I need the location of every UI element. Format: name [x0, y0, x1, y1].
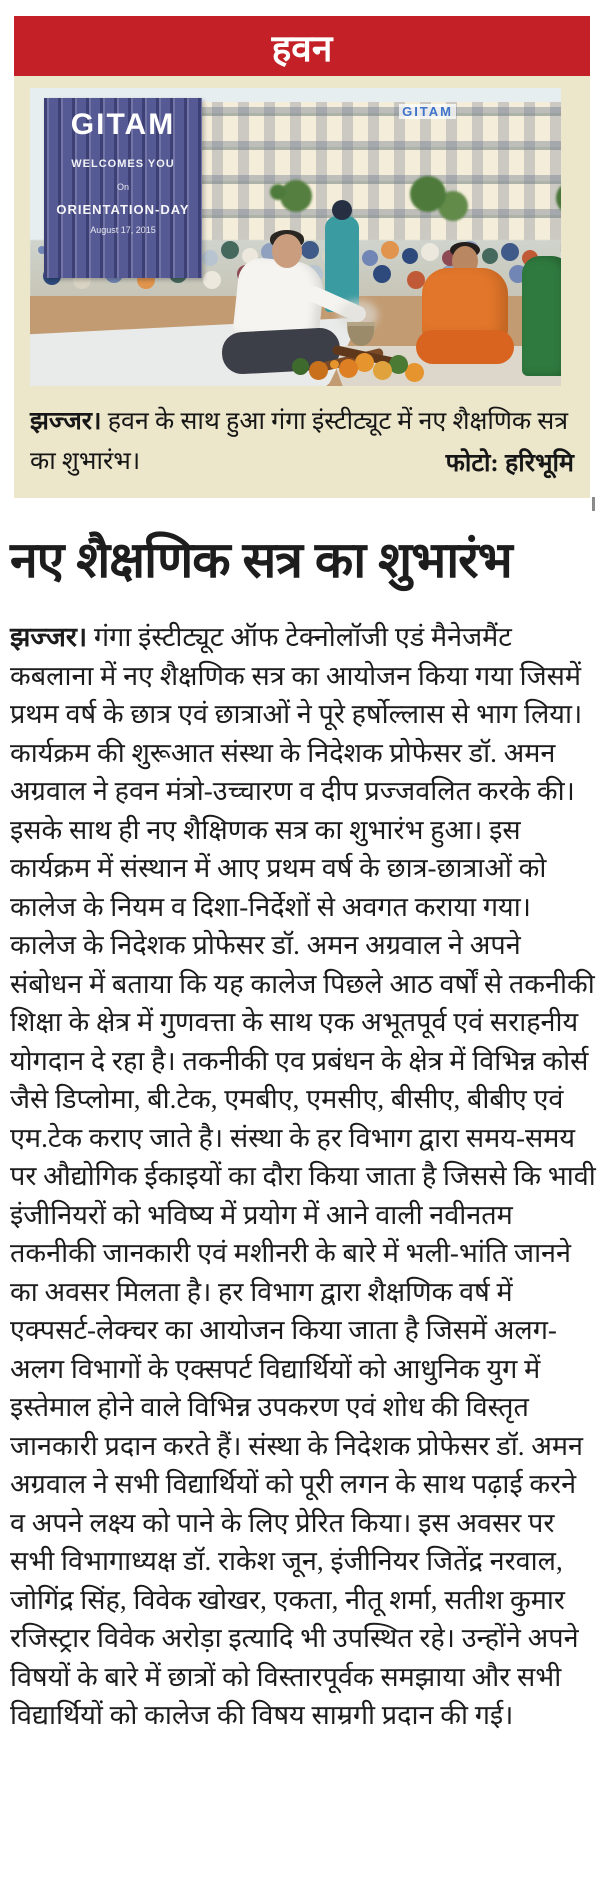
- banner-title: GITAM: [70, 108, 176, 141]
- article-body: [10, 618, 596, 1735]
- news-photo-box: [14, 16, 590, 498]
- havan-ceremony-photo: [30, 88, 561, 386]
- caption-text: हवन के साथ हुआ गंगा इंस्टीट्यूट में नए शैक्षणिक सत्र का शुभारंभ।: [30, 408, 569, 475]
- article-text: गंगा इंस्टीट्यूट ऑफ टेक्नोलॉजी एडं मैनेजमैंट कबलाना में नए शैक्षणिक सत्र का आयोजन किया गया जिसमें प्रथम वर्ष के छात्र एवं छात्राओं ने पूरे हर्षोल्लास से भाग लिया। कार्यक्रम की शुरूआत संस्था के निदेशक प्रोफेसर डॉ. अमन अग्रवाल ने हवन मंत्रो-उच्चारण व दीप प्रज्जवलित करके की। इसके साथ ही नए शैक्षिणक सत्र का शुभारंभ हुआ। इस कार्यक्रम में संस्थान में आए प्रथम वर्ष के छात्र-छात्राओं को कालेज के नियम व दिशा-निर्देशों से अवगत कराया गया। कालेज के निदेशक प्रोफेसर डॉ. अमन अग्रवाल ने अपने संबोधन में बताया कि यह कालेज पिछले आठ वर्षों से तकनीकी शिक्षा के क्षेत्र में गुणवत्ता के साथ एक अभूतपूर्व एवं सराहनीय योगदान दे रहा है। तकनीकी एव प्रबंधन के क्षेत्र में विभिन्न कोर्स जैसे डिप्लोमा, बी.टेक, एमबीए, एमसीए, बीसीए, बीबीए एवं एम.टेक कराए जाते है। संस्था के हर विभाग द्वारा समय-समय पर औद्योगिक ईकाइयों का दौरा किया जाता है जिससे कि भावी इंजीनियरों को भविष्य में प्रयोग में आने वाली नवीनतम तकनीकी जानकारी एवं मशीनरी के बारे में भली-भांति जानने का अवसर मिलता है। हर विभाग द्वारा शैक्षणिक वर्ष में एक्पसर्ट-लेक्चर का आयोजन किया जाता है जिसमें अलग-अलग विभागों के एक्सपर्ट विद्यार्थियों को आधुनिक युग में इस्तेमाल होने वाले विभिन्न उपकरण एवं शोध की विस्तृत जानकारी प्रदान करते हैं। संस्था के निदेशक प्रोफेसर डॉ. अमन अग्रवाल ने सभी विद्यार्थियों को पूरी लगन के साथ पढ़ाई करने व अपने लक्ष्य को पाने के लिए प्रेरित किया। इस अवसर पर सभी विभागाध्यक्ष डॉ. राकेश जून, इंजीनियर जितेंद्र नरवाल, जोगिंद्र सिंह, विवेक खोखर, एकता, नीतू शर्मा, सतीश कुमार रजिस्ट्रार विवेक अरोड़ा इत्यादि भी उपस्थित रहे। उन्होंने अपने विषयों के बारे में छात्रों को विस्तारपूर्वक समझाया और सभी विद्यार्थियों को कालेज की विषय साम्रगी प्रदान की गई।: [10, 622, 596, 1730]
- marigold-garlands: [330, 360, 339, 369]
- photo-credit: फोटो: हरिभूमि: [445, 450, 574, 477]
- woman-in-orange-sari: [416, 246, 512, 366]
- orientation-banner: [44, 98, 202, 278]
- photo-caption: [30, 402, 574, 490]
- article-headline: नए शैक्षणिक सत्र का शुभारंभ: [10, 532, 512, 588]
- banner-on-line: On: [116, 182, 129, 192]
- section-header-bar: [14, 16, 590, 76]
- caption-dateline: झज्जर।: [30, 408, 102, 435]
- print-artifact-tick: [592, 497, 595, 511]
- man-head: [272, 234, 302, 268]
- section-title: हवन: [271, 27, 333, 69]
- banner-date-line: August 17, 2015: [90, 225, 156, 235]
- havan-fire-altar: [308, 326, 418, 384]
- article-dateline: झज्जर।: [10, 622, 88, 652]
- standing-woman-head: [332, 200, 352, 220]
- building-sign-text: GITAM: [399, 104, 456, 119]
- palm-trees: [270, 184, 286, 200]
- woman-crossed-legs: [416, 330, 514, 364]
- college-building: [160, 102, 561, 252]
- brass-pot: [348, 326, 374, 346]
- banner-welcome-line: WELCOMES YOU: [71, 158, 175, 170]
- banner-orientation-line: ORIENTATION-DAY: [56, 202, 190, 217]
- woman-in-green-sari: [522, 256, 561, 376]
